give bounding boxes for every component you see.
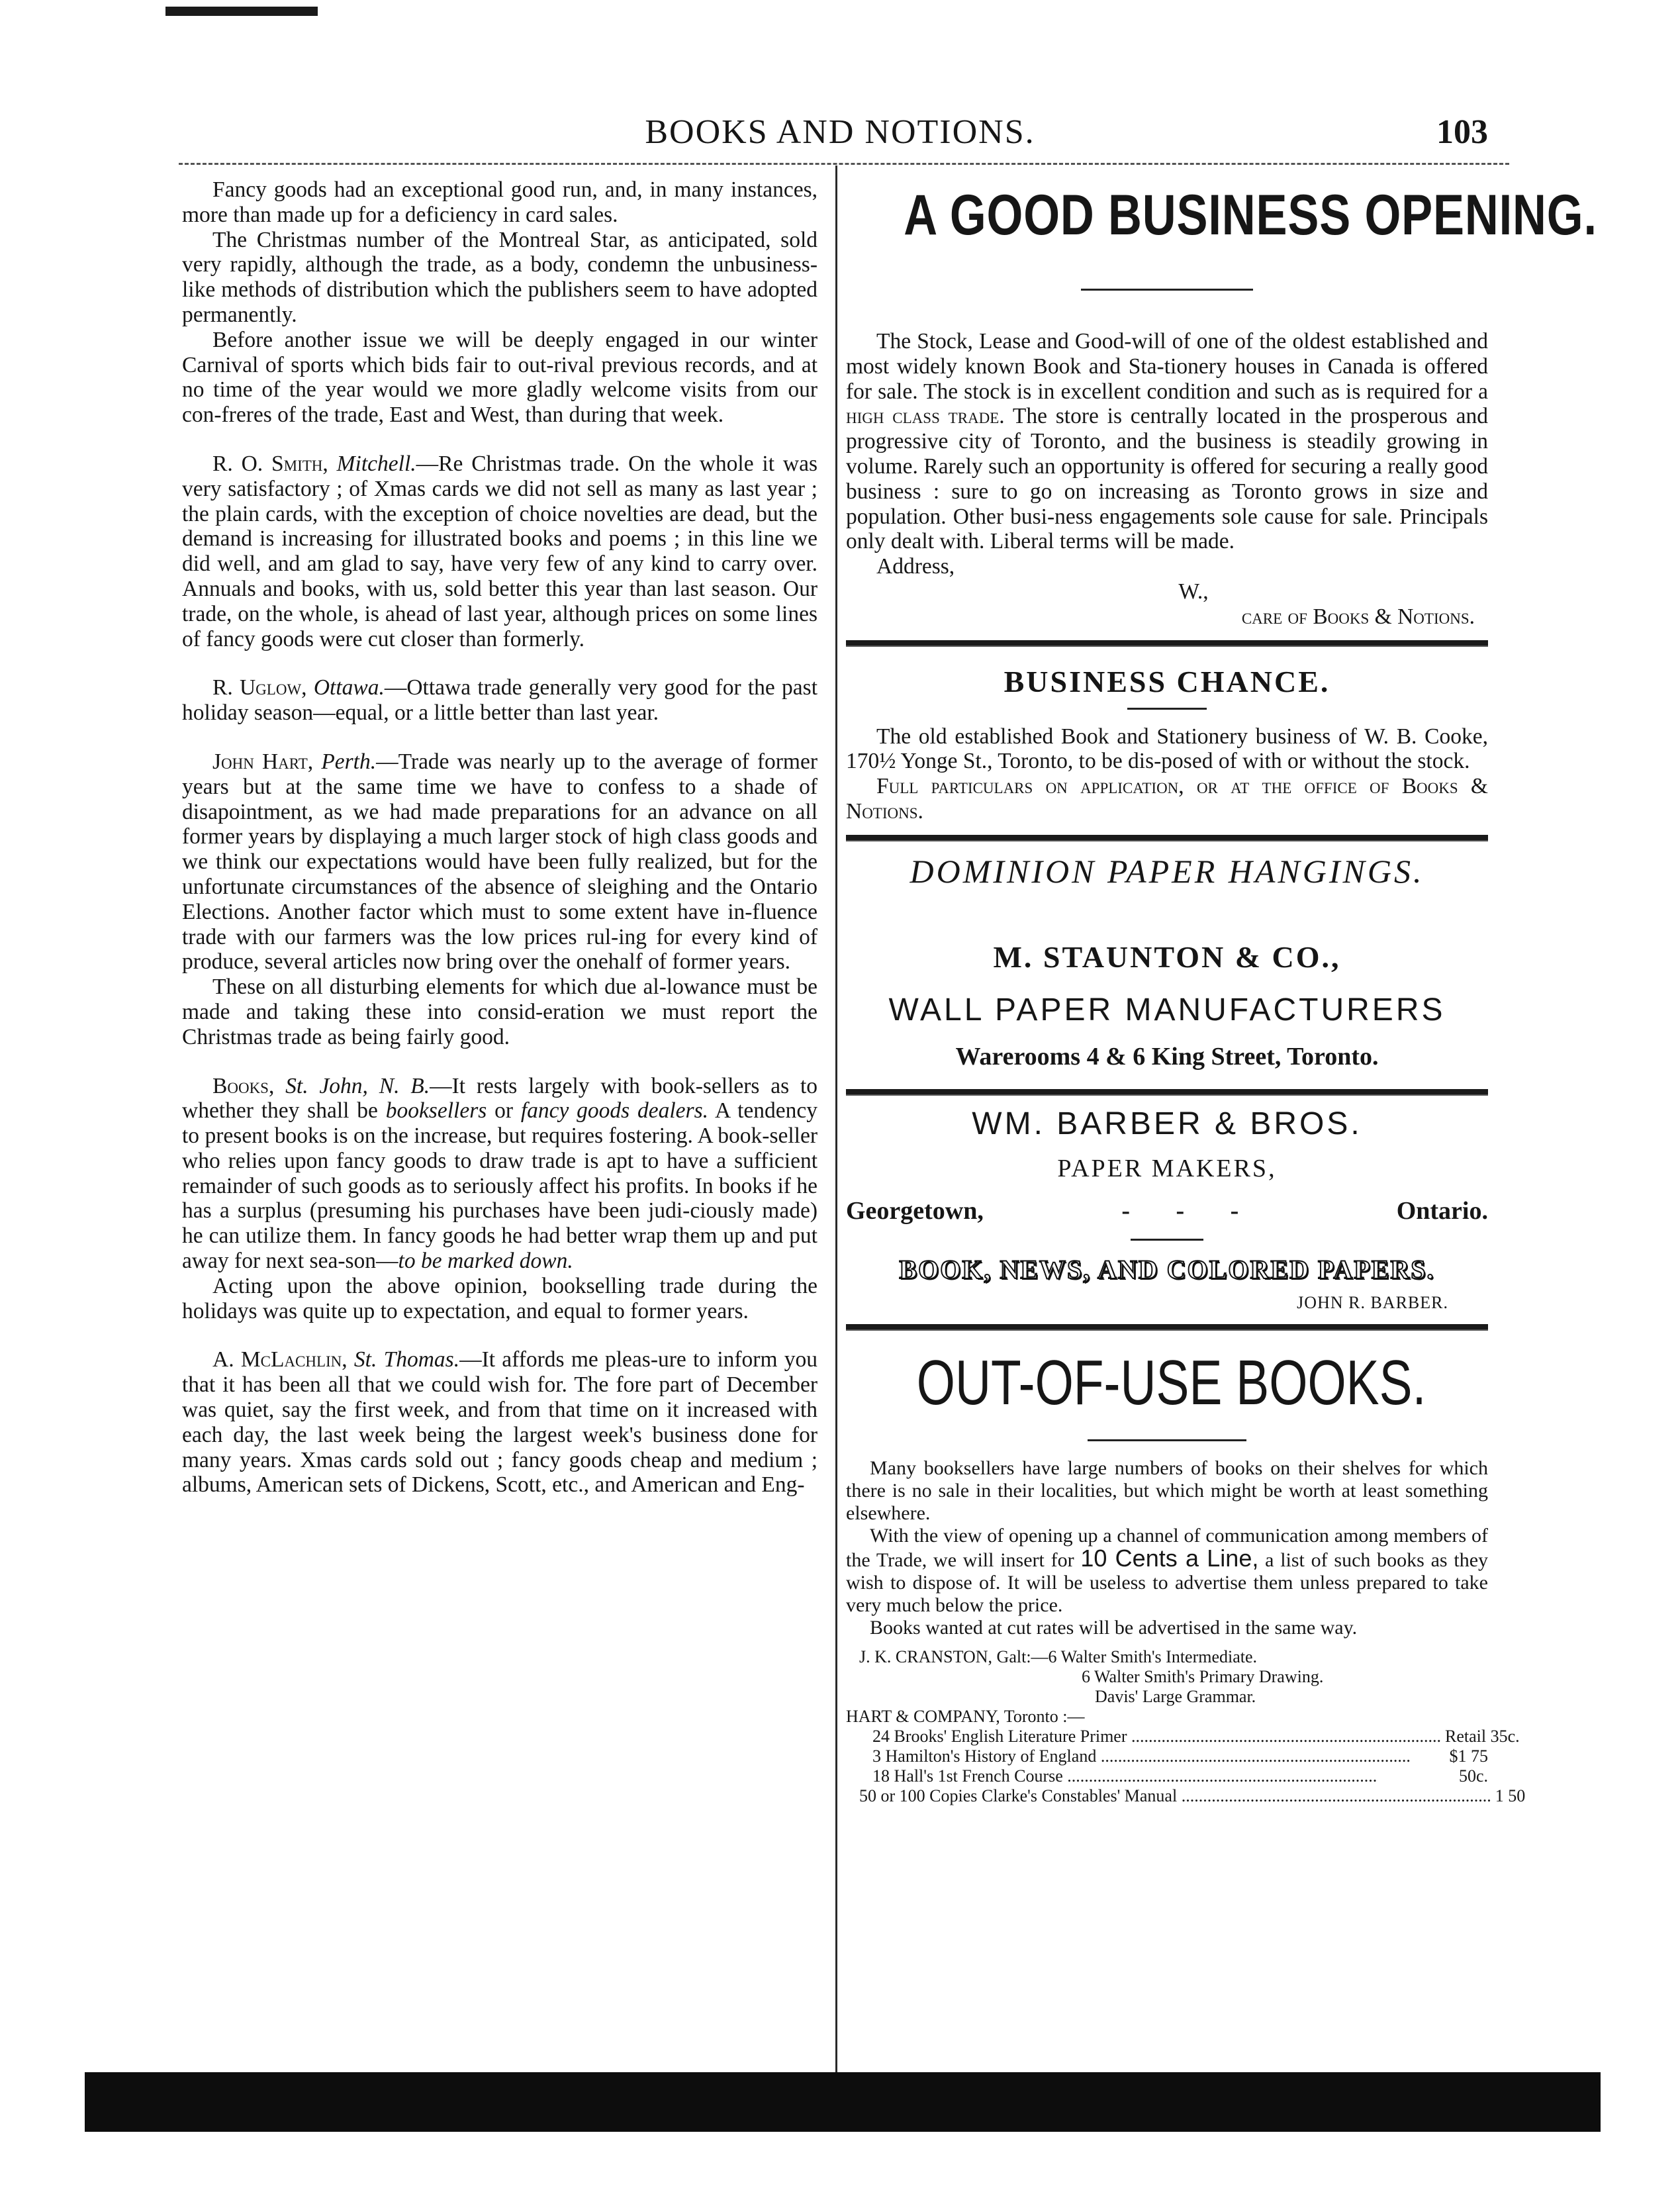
ad-body: The old established Book and Stationery business of W. B. Cooke, 170½ Yonge St., Toronto, to be dis-posed of with or without the stock. — [846, 724, 1488, 774]
left-column — [182, 177, 817, 1498]
report-text: —It affords me pleas-ure to inform you that it has been all that we could wish for. The fore part of December was quiet, say the first week, and from that time on it increased with each day, the last week being the largest week's business done for many years. Xmas cards sold out ; fancy goods cheap and medium ; albums, American sets of Dickens, Scott, etc., and American and Eng- — [182, 1347, 817, 1498]
report-place: Perth. — [321, 749, 377, 774]
ad-separator — [846, 1089, 1488, 1096]
list-entry: 3 Hamilton's History of England ........................................................................ — [872, 1746, 1411, 1766]
short-rule — [1088, 1439, 1246, 1441]
report-place: Mitchell. — [336, 451, 416, 476]
paragraph: These on all disturbing elements for which due al-lowance must be made and taking these into consid-eration we must report the Christmas trade as being fairly good. — [182, 975, 817, 1049]
ad-heading: DOMINION PAPER HANGINGS. — [910, 852, 1424, 890]
book-price: 50c. — [1458, 1766, 1488, 1786]
list-lead: J. K. CRANSTON, Galt:— — [859, 1647, 1049, 1666]
ad-separator — [846, 640, 1488, 647]
province: Ontario. — [1396, 1196, 1488, 1225]
signer: JOHN R. BARBER. — [1297, 1292, 1448, 1312]
ad-body — [846, 329, 1488, 554]
emphasis: to be marked down. — [398, 1249, 573, 1274]
emphasis: booksellers — [385, 1098, 487, 1123]
report-place: Ottawa. — [313, 675, 385, 700]
report-text: —It rests largely with book-sellers as to whether they shall be — [182, 1073, 818, 1123]
company-name: WM. BARBER & BROS. — [972, 1106, 1362, 1141]
report-name: R. O. Smith, — [212, 451, 328, 476]
list-item — [846, 1786, 1526, 1806]
book-title: 50 or 100 Copies Clarke's Constables' Manual — [859, 1786, 1178, 1805]
ad-separator — [846, 1324, 1488, 1331]
ad-body-text: With the view of opening up a channel of communication among members of the Trade, we will insert for — [846, 1524, 1488, 1571]
book-title: 24 Brooks' English Literature Primer — [872, 1726, 1127, 1746]
ad-body-text: a list of such books as they wish to dispose of. It will be useless to advertise them unless prepared to take very much below the price. — [846, 1549, 1489, 1616]
products-heading: BOOK, NEWS, AND COLORED PAPERS. — [899, 1254, 1435, 1284]
ad-address: Address, — [876, 554, 955, 579]
paragraph: Before another issue we will be deeply engaged in our winter Carnival of sports which bids fair to out-rival previous records, and at no time of the year would we more gladly welcome visits from our con-freres of the trade, East and West, than during that week. — [182, 327, 817, 428]
ad-body: Books wanted at cut rates will be advertised in the same way. — [870, 1616, 1358, 1639]
company-location — [846, 1192, 1488, 1229]
ad-body-caps: high class trade. — [846, 404, 1005, 429]
company-name: M. STAUNTON & CO., — [993, 939, 1341, 974]
report-books-st-john — [182, 1074, 817, 1274]
list-entry: 50 or 100 Copies Clarke's Constables' Manual ........................................................................ — [859, 1786, 1491, 1805]
ad-care-of: care of Books & Notions. — [1241, 604, 1475, 629]
report-text: A tendency to present books is on the increase, but requires fostering. A book-seller who relies upon fancy goods to draw trade is apt to have a sufficient remainder of such goods as to seriously affect his profits. In books if he has a surplus (presuming his purchases have been judi-ciously made) he can utilize them. In fancy goods he had better wrap them up and put away for next sea-son— — [182, 1098, 818, 1274]
ad-heading: A GOOD BUSINESS OPENING. — [904, 183, 1597, 247]
ad-wm-barber — [846, 1101, 1488, 1316]
report-text: —Ottawa trade generally very good for the past holiday season—equal, or a little better than last year. — [182, 675, 818, 726]
report-name: A. McLachlin, — [212, 1347, 348, 1372]
book-price: $1 75 — [1449, 1746, 1488, 1766]
company-trade: PAPER MAKERS, — [1057, 1154, 1277, 1182]
short-rule — [1131, 1239, 1203, 1241]
ad-body-text: The Stock, Lease and Good-will of one of the oldest established and most widely known Book and Sta-tionery houses in Canada is offered for sale. The stock is in excellent condition and such as is required for a — [846, 329, 1488, 404]
report-hart — [182, 749, 817, 975]
dashes: - - - — [1121, 1196, 1259, 1225]
ad-body: Full particulars on application, or at the office of Books & Notions. — [846, 774, 1488, 824]
ad-heading: BUSINESS CHANCE. — [1003, 664, 1330, 698]
short-rule — [1127, 708, 1207, 710]
report-place: St. John, N. B. — [285, 1073, 430, 1098]
report-text: or — [494, 1098, 513, 1123]
report-mclachlin — [182, 1347, 817, 1498]
advertisement-column — [846, 171, 1597, 1806]
column-divider — [835, 166, 837, 2072]
report-name: John Hart, — [212, 749, 314, 774]
report-place: St. Thomas. — [353, 1347, 460, 1372]
report-name: R. Uglow, — [212, 675, 307, 700]
book-list — [846, 1647, 1526, 1806]
report-uglow — [182, 675, 817, 726]
list-item — [846, 1667, 1488, 1687]
book-price: Retail 35c. — [1445, 1726, 1520, 1746]
list-entry: 6 Walter Smith's Intermediate. — [1048, 1647, 1258, 1666]
ad-signature: W., — [1178, 579, 1209, 604]
company-address: Warerooms 4 & 6 King Street, Toronto. — [955, 1042, 1379, 1071]
list-item — [846, 1647, 1488, 1667]
paragraph: Fancy goods had an exceptional good run, and, in many instances, more than made up for a deficiency in card sales. — [182, 177, 817, 227]
header-rule — [179, 163, 1509, 165]
ad-out-of-use-books — [846, 1340, 1526, 1806]
top-ink-mark — [165, 7, 318, 16]
ad-body-block — [846, 1457, 1488, 1639]
ad-business-chance — [846, 659, 1488, 824]
list-lead: HART & COMPANY, Toronto :— — [846, 1706, 1085, 1726]
ad-dominion-paper-hangings — [846, 848, 1488, 1080]
list-entry: Davis' Large Grammar. — [1095, 1686, 1256, 1706]
page-number: 103 — [1436, 113, 1488, 151]
ad-price: 10 Cents a Line, — [1080, 1544, 1259, 1572]
list-item — [846, 1726, 1520, 1746]
report-smith — [182, 452, 817, 651]
ad-separator — [846, 835, 1488, 841]
paragraph: The Christmas number of the Montreal Star, as anticipated, sold very rapidly, although the trade, as a body, condemn the unbusiness-like methods of distribution which the publishers seem to have adopted permanently. — [182, 227, 817, 327]
book-price: 1 50 — [1495, 1786, 1526, 1805]
list-item — [846, 1707, 1488, 1727]
scan-bottom-bar — [85, 2072, 1601, 2132]
company-trade: WALL PAPER MANUFACTURERS — [888, 992, 1446, 1027]
ad-body-text: The store is centrally located in the prosperous and progressive city of Toronto, and the business is steadily growing in volume. Rarely such an opportunity is offered for securing a really good business : sure to go on increasing as Toronto grows in size and population. Other busi-ness engagements sole cause for sale. Principals only dealt with. Liberal terms will be made. — [846, 404, 1488, 554]
short-rule — [1081, 289, 1253, 291]
list-item — [846, 1746, 1488, 1766]
list-entry: 24 Brooks' English Literature Primer ........................................................................ — [872, 1726, 1442, 1746]
running-title: BOOKS AND NOTIONS. — [645, 113, 1035, 151]
report-name: Books, — [212, 1073, 275, 1098]
list-entry: 6 Walter Smith's Primary Drawing. — [1082, 1666, 1324, 1686]
list-item — [846, 1687, 1488, 1707]
ad-body — [846, 1525, 1488, 1617]
emphasis: fancy goods dealers. — [520, 1098, 708, 1123]
report-text: —Trade was nearly up to the average of former years but at the same time we have to confess to a shade of disapointment, as we had made preparations for an advance on all former years by displaying a much larger stock of high class goods and we think our expectations would have been fully realized, but for the unfortunate circumstances of the absence of sleighing and the Ontario Elections. Another factor which must to some extent have in-fluence trade with our farmers was the low prices rul-ing for every kind of produce, several articles now bring over the onehalf of former years. — [182, 749, 817, 975]
ad-heading: OUT-OF-USE BOOKS. — [916, 1347, 1426, 1418]
paragraph: Acting upon the above opinion, bookselling trade during the holidays was quite up to expectation, and equal to former years. — [182, 1273, 817, 1323]
list-entry: 18 Hall's 1st French Course ........................................................................ — [872, 1766, 1377, 1786]
ad-good-business-opening — [846, 179, 1597, 630]
list-item — [846, 1766, 1488, 1786]
ad-body: Many booksellers have large numbers of books on their shelves for which there is no sale in their localities, but which might be worth at least something elsewhere. — [846, 1457, 1488, 1524]
book-title: 3 Hamilton's History of England — [872, 1746, 1097, 1766]
town: Georgetown, — [846, 1196, 984, 1225]
report-text: —Re Christmas trade. On the whole it was very satisfactory ; of Xmas cards we did not sell as many as last year ; the plain cards, with the exception of choice novelties are dead, but the demand is increasing for illustrated books and poems ; in this line we did well, and am glad to say, have very few of any kind to carry over. Annuals and books, with us, sold better this year than last season. Our trade, on the whole, is ahead of last year, although prices on some lines of fancy goods were cut closer than formerly. — [182, 451, 818, 651]
book-title: 18 Hall's 1st French Course — [872, 1766, 1063, 1786]
